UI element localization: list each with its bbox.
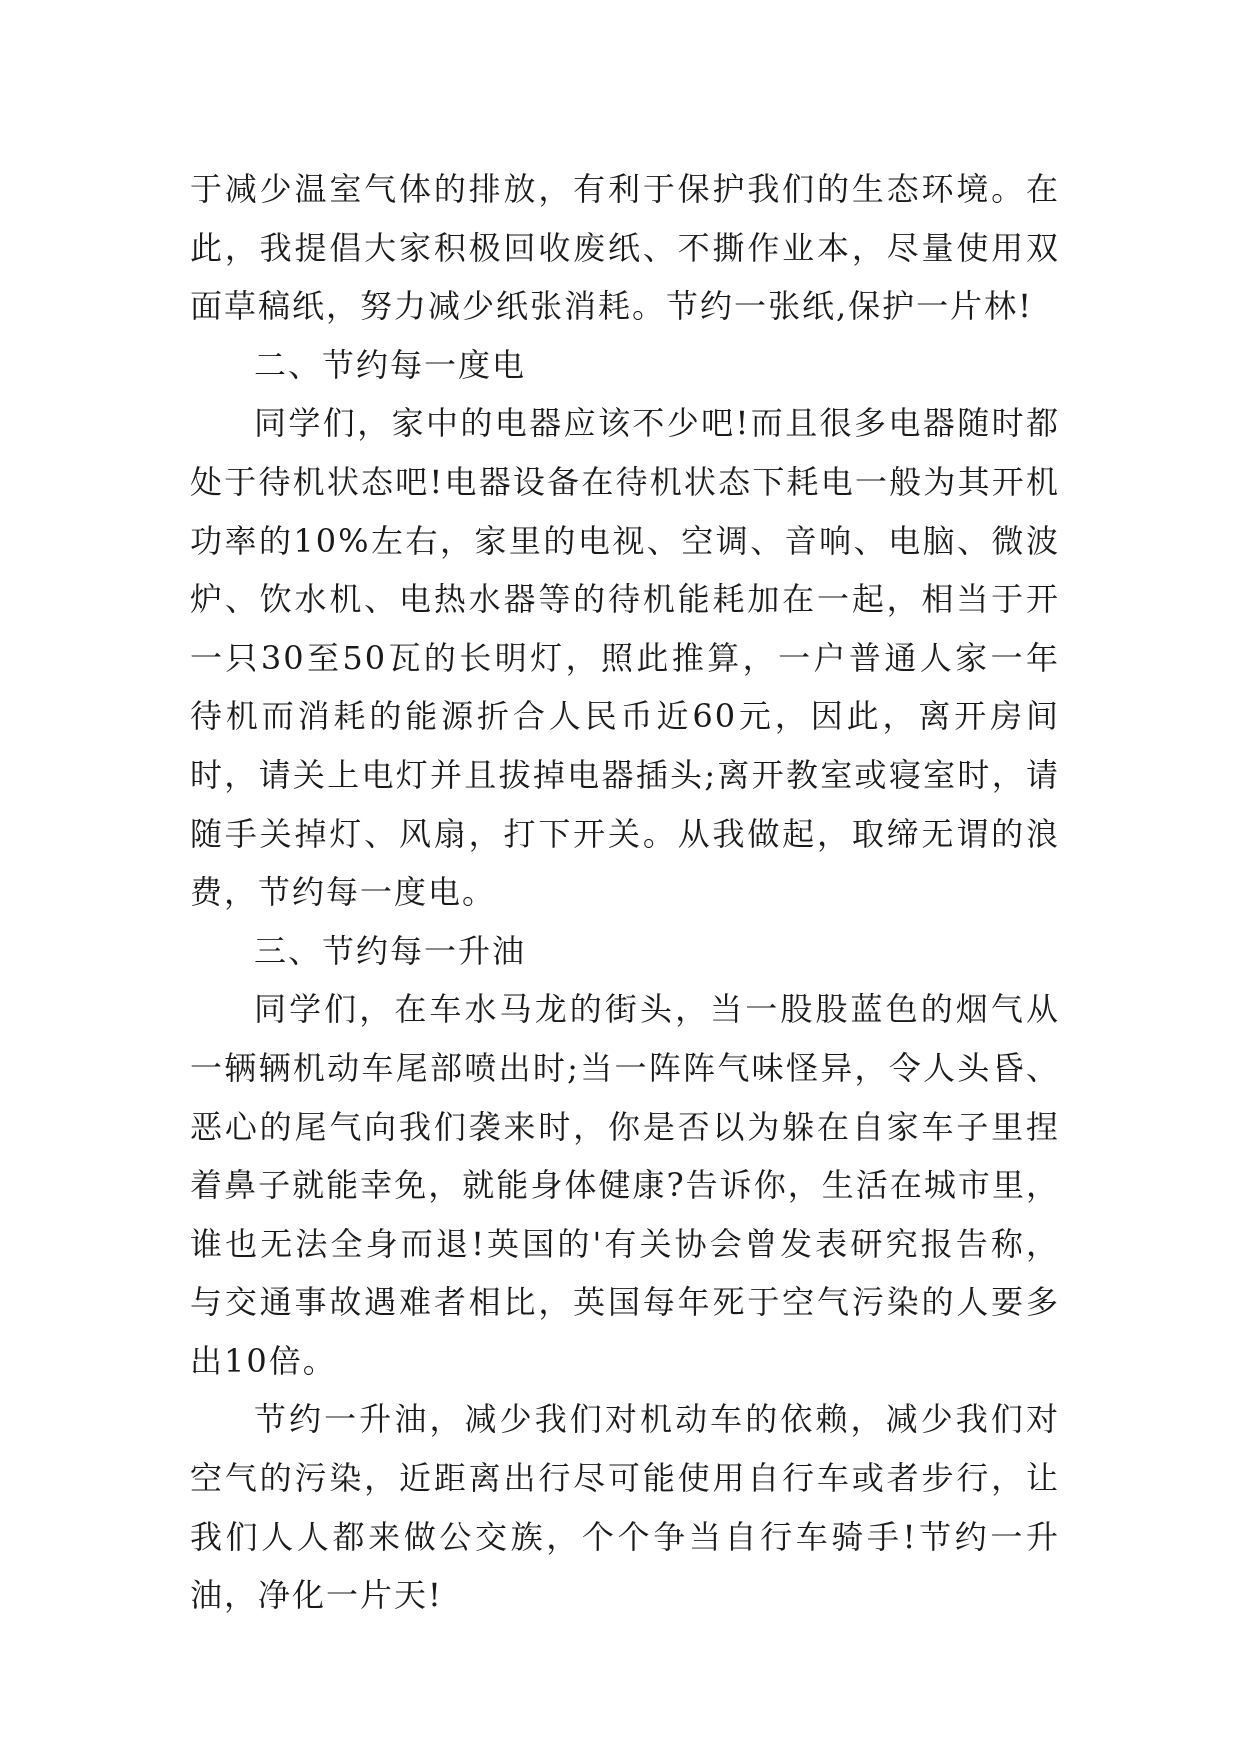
document-body <box>190 160 1060 1625</box>
section-heading-oil: 三、节约每一升油 <box>254 931 527 970</box>
section-heading-electricity: 二、节约每一度电 <box>254 345 527 384</box>
paragraph-oil-conclusion: 节约一升油，减少我们对机动车的依赖，减少我们对空气的污染，近距离出行尽可能使用自行车或者步行，让我们人人都来做公交族，个个争当自行车骑手!节约一升油，净化一片天! <box>190 1400 1060 1615</box>
paragraph-electricity: 同学们，家中的电器应该不少吧!而且很多电器随时都处于待机状态吧!电器设备在待机状态下耗电一般为其开机功率的10%左右，家里的电视、空调、音响、电脑、微波炉、饮水机、电热水器等的待机能耗加在一起，相当于开一只30至50瓦的长明灯，照此推算，一户普通人家一年待机而消耗的能源折合人民币近60元，因此，离开房间时，请关上电灯并且拔掉电器插头;离开教室或寝室时，请随手关掉灯、风扇，打下开关。从我做起，取缔无谓的浪费，节约每一度电。 <box>190 404 1060 912</box>
paragraph-paper-continuation: 于减少温室气体的排放，有利于保护我们的生态环境。在此，我提倡大家积极回收废纸、不撕作业本，尽量使用双面草稿纸，努力减少纸张消耗。节约一张纸,保护一片林! <box>190 170 1060 326</box>
paragraph-oil: 同学们，在车水马龙的街头，当一股股蓝色的烟气从一辆辆机动车尾部喷出时;当一阵阵气味怪异，令人头昏、恶心的尾气向我们袭来时，你是否以为躲在自家车子里捏着鼻子就能幸免，就能身体健康?告诉你，生活在城市里，谁也无法全身而退!英国的'有关协会曾发表研究报告称，与交通事故遇难者相比，英国每年死于空气污染的人要多出10倍。 <box>190 990 1060 1380</box>
